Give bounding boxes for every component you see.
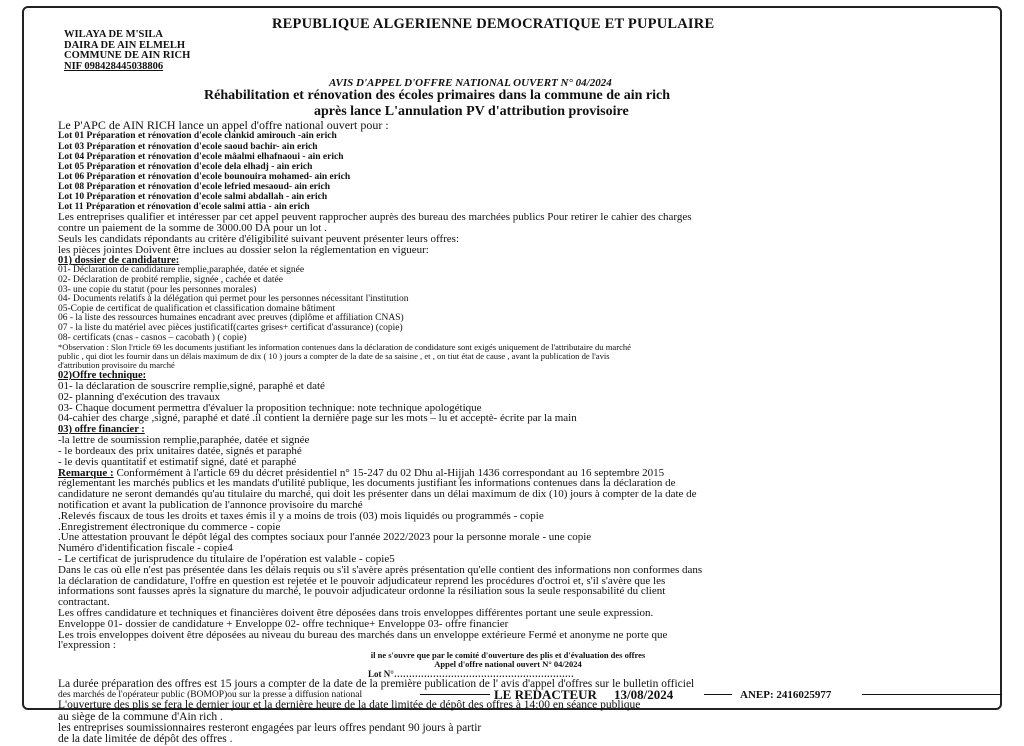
newspaper-notice <box>22 6 1002 746</box>
remarque-label: Remarque : <box>58 466 114 479</box>
lot-item: Lot 11 Préparation et rénovation d'ecole salmi attia - ain erich <box>58 202 310 213</box>
section-heading-financier: 03) offre financier : <box>58 424 145 436</box>
remarque-line: Les trois enveloppes doivent être déposées au niveau du bureau des marchés dans un enveloppe extérieure Fermé et anonyme ne porte que <box>58 628 668 641</box>
footer-date: 13/08/2024 <box>614 687 674 702</box>
lot-item: Lot 03 Préparation et rénovation d'ecole saoud bachir- ain erich <box>58 141 318 152</box>
candidature-item: 03- une copie du statut (pour les personnes morales) <box>58 284 257 295</box>
project-title-line2: après lance L'annulation PV d'attribution provisoire <box>314 104 629 119</box>
remarque-line: informations sont fausses après la signature du marché, le pouvoir adjudicateur ordonne la résiliation sous la seule responsabilité du client <box>58 585 666 598</box>
project-title-line1: Réhabilitation et rénovation des écoles primaires dans la commune de ain rich <box>204 88 670 103</box>
footer-rule-right <box>862 694 1002 695</box>
remarque-line: candidature ne seront demandés qu'au titulaire du marché, qui doit les présenter dans un délai maximum de dix (10) jours à compter de la date de <box>58 488 697 501</box>
remarque-line: Enveloppe 01- dossier de candidature + Enveloppe 02- offre technique+ Enveloppe 03- offre financier <box>58 617 509 630</box>
technique-item: 03- Chaque document permettra d'évaluer la proposition technique: note technique apologétique <box>58 401 482 414</box>
closing-line: de la date limitée de dépôt des offres . <box>58 733 233 746</box>
observation-line: d'attribution provisoire du marché <box>58 360 175 371</box>
candidature-item: 02- Déclaration de probité remplie, signée , cachée et datée <box>58 274 283 285</box>
observation-line: public , qui diot les fournir dans un délais maximum de dix ( 10 ) jours a compter de la date de sa saisine , et , on tiut état de cause , avant la publication de l'avis <box>58 351 610 362</box>
remarque-text: Conformément à l'article 69 du décret présidentiel n° 15-247 du 02 Dhu al-Hijjah 1436 correspondant au 16 septembre 2015 <box>113 466 665 479</box>
lot-item: Lot 04 Préparation et rénovation d'ecole mâalmi elhafnaoui - ain erich <box>58 151 344 162</box>
candidature-item: 05-Copie de certificat de qualification et classification domaine bâtiment <box>58 303 335 314</box>
remarque-line: Dans le cas où elle n'est pas présentée dans les délais requis ou s'il s'avère après présentation qu'elle contient des informations non conformes dans <box>58 563 703 576</box>
candidature-item: 08- certificats (cnas - casnos – cacobath ) ( copie) <box>58 332 247 343</box>
paragraph-line: Seuls les candidats répondants au critère d'éligibilité suivant peuvent présenter leurs offres: <box>58 232 460 245</box>
candidature-item: 01- Déclaration de candidature remplie,paraphée, datée et signée <box>58 265 305 276</box>
candidature-item: 04- Documents relatifs à la délégation qui permet pour les personnes nécessitant l'institution <box>58 294 409 305</box>
notice-body <box>58 120 998 746</box>
remarque-line: contractant. <box>58 596 110 609</box>
remarque-line: .Une attestation prouvant le dépôt légal des comptes sociaux pour l'année 2022/2023 pour la personne morale - une copie <box>58 531 592 544</box>
remarque-line: .Relevés fiscaux de tous les droits et taxes émis il y a moins de trois (03) mois liquidés ou programmés - copie <box>58 509 544 522</box>
closing-line: L'ouverture des plis se fera le dernier jour et la dernière heure de la date limitée de dépôt des offres à 14:00 en séance publique <box>58 699 641 712</box>
remarque-line: l'expression : <box>58 639 116 652</box>
daira-line: DAIRA DE AIN ELMELH <box>64 39 186 51</box>
intro-line: Le P'APC de AIN RICH lance un appel d'offre national ouvert pour : <box>58 118 389 132</box>
section-heading-technique: 02)Offre technique: <box>58 370 147 382</box>
technique-item: 01- la déclaration de souscrire remplie,signé, paraphé et daté <box>58 380 325 393</box>
lot-item: Lot 06 Préparation et rénovation d'ecole bounouira mohamed- ain erich <box>58 171 351 182</box>
remarque-line: .Enregistrement électronique du commerce - copie <box>58 520 281 533</box>
candidature-item: 07 - la liste du matériel avec pièces justificatif(cartes grises+ certificat d'assurance) (copie) <box>58 322 403 333</box>
paragraph-line: les pièces jointes Doivent être inclues au dossier selon la réglementation en vigueur: <box>58 243 429 256</box>
enveloppe-reference: Appel d'offre national ouvert N° 04/2024 <box>434 659 582 670</box>
financier-item: - le bordeaux des prix unitaires datée, signés et paraphé <box>58 445 302 458</box>
remarque-line: - Le certificat de jurisprudence du titulaire de l'opération est valable - copie5 <box>58 553 395 566</box>
lot-item: Lot 10 Préparation et rénovation d'ecole salmi abdallah - ain erich <box>58 191 328 202</box>
financier-item: - le devis quantitatif et estimatif signé, daté et paraphé <box>58 455 297 468</box>
closing-line: les entreprises soumissionnaires resteront engagées par leurs offres pendant 90 jours à partir <box>58 722 482 735</box>
observation-line: *Observation : Slon l'rticle 69 les documents justifiant les information contenues dans la déclaration de condidature sont exigés uniquement de l'attributaire du marché <box>58 342 631 353</box>
nif-line: NIF 098428445038806 <box>64 60 164 72</box>
remarque-line: notification et avant la publication de l'annonce provisoire du marché <box>58 499 363 512</box>
issuer-block <box>64 30 190 72</box>
commune-line: COMMUNE DE AIN RICH <box>64 50 191 61</box>
footer-rule-mid <box>704 694 732 695</box>
lot-item: Lot 01 Préparation et rénovation d'ecole clankid amirouch -ain erich <box>58 131 337 142</box>
remarque-line: Les offres candidature et techniques et financières doivent être déposées dans trois enveloppes différentes portant une seule expression. <box>58 607 654 620</box>
lots-list <box>58 131 998 212</box>
remarque-line: réglementant les marchés publics et les mandats d'utilité publique, les documents justifiant les informations contenues dans la déclaration de <box>58 477 676 490</box>
enveloppe-instruction: il ne s'ouvre que par le comité d'ouverture des plis et d'évaluation des offres <box>370 650 646 661</box>
remarque-line: la déclaration de candidature, l'offre en question est rejetée et le pouvoir adjudicateur reprend les procédures d'octroi et, s'il s'avère que les <box>58 574 666 587</box>
republic-title: REPUBLIQUE ALGERIENNE DEMOCRATIQUE ET PUPULAIRE <box>272 16 715 32</box>
closing-line: des marchés de l'opérateur public (BOMOP)ou sur la presse a diffusion national <box>58 689 363 700</box>
remarque-line: Numéro d'identification fiscale - copie4 <box>58 542 233 555</box>
closing-line: La durée préparation des offres est 15 jours a compter de la date de la première publication de l' avis d'appel d'offres sur le bulletin officiel <box>58 678 695 691</box>
footer-anep: ANEP: 2416025977 <box>740 689 832 701</box>
paragraph-line: Les entreprises qualifier et intéresser par cet appel peuvent rapprocher auprès des bureau des marchées publics Pour retirer le cahier des charges <box>58 211 692 224</box>
technique-item: 02- planning d'exécution des travaux <box>58 390 221 403</box>
paragraph-line: contre un paiement de la somme de 3000.00 DA pour un lot . <box>58 221 327 234</box>
avis-title: AVIS D'APPEL D'OFFRE NATIONAL OUVERT N° 04/2024 <box>329 77 612 89</box>
lot-item: Lot 08 Préparation et rénovation d'ecole lefried mesaoud- ain erich <box>58 181 331 192</box>
lot-item: Lot 05 Préparation et rénovation d'ecole dela elhadj - ain erich <box>58 161 313 172</box>
footer-rule-left <box>420 694 490 695</box>
technique-item: 04-cahier des charge ,signé, paraphé et daté .il contient la dernière page sur les mots – lu et acceptè- écrite par la main <box>58 412 577 425</box>
section-heading-candidature: 01) dossier de candidature: <box>58 255 180 267</box>
enveloppe-lot-number: Lot N°…………………………………………………… <box>368 669 574 680</box>
closing-line: au siège de la commune d'Ain rich . <box>58 710 223 723</box>
candidature-item: 06 - la liste des ressources humaines encadrant avec preuves (diplôme et affiliation CNAS) <box>58 313 404 324</box>
wilaya-line: WILAYA DE M'SILA <box>64 29 164 40</box>
financier-item: -la lettre de soumission remplie,paraphée, datée et signée <box>58 434 310 447</box>
footer-redacteur: LE REDACTEUR <box>494 687 597 702</box>
